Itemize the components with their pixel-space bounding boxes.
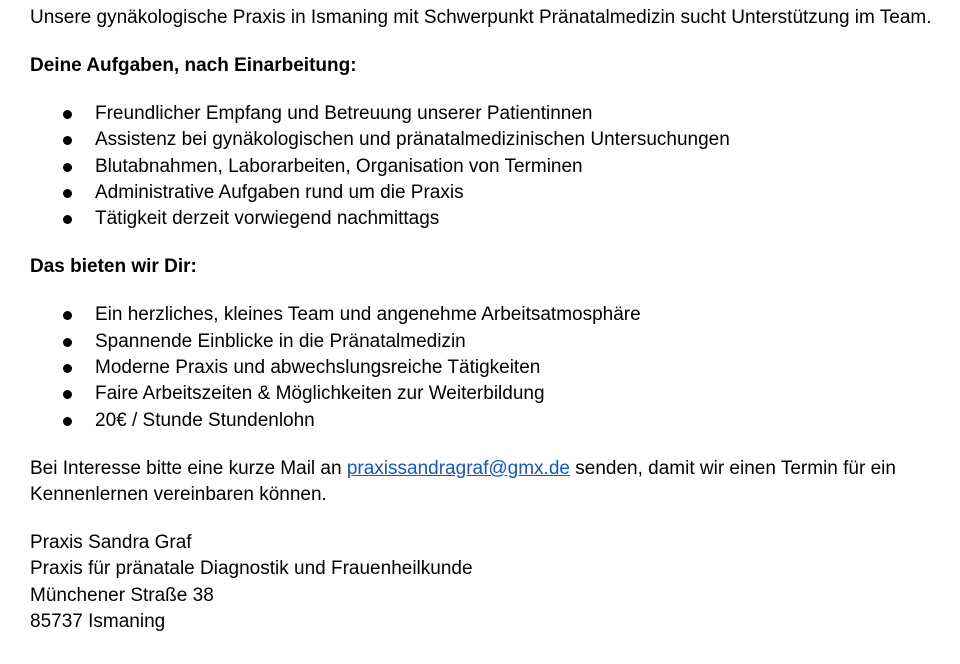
list-item: [30, 329, 945, 355]
bullet-icon: [63, 189, 72, 198]
list-item-text: Spannende Einblicke in die Pränatalmedizin: [95, 330, 466, 352]
offer-list: [30, 302, 945, 433]
list-item-text: Faire Arbeitszeiten & Möglichkeiten zur Weiterbildung: [95, 383, 545, 405]
job-posting-document: [30, 5, 945, 635]
tasks-list: [30, 101, 945, 232]
practice-description: Praxis für pränatale Diagnostik und Frauenheilkunde: [30, 558, 473, 580]
intro-paragraph: Unsere gynäkologische Praxis in Ismaning mit Schwerpunkt Pränatalmedizin sucht Unterstützung im Team.: [30, 7, 932, 28]
bullet-icon: [63, 136, 72, 145]
list-item-text: Moderne Praxis und abwechslungsreiche Tätigkeiten: [95, 357, 541, 379]
closing-text-after: senden, damit wir einen Termin für ein Kennenlernen vereinbaren können.: [30, 457, 896, 505]
bullet-icon: [63, 110, 72, 119]
list-item: [30, 101, 945, 127]
bullet-icon: [63, 364, 72, 373]
signature-block: [30, 530, 945, 635]
bullet-icon: [63, 311, 72, 320]
practice-name: Praxis Sandra Graf: [30, 531, 192, 553]
list-item-text: Freundlicher Empfang und Betreuung unserer Patientinnen: [95, 103, 593, 124]
email-link[interactable]: praxissandragraf@gmx.de: [346, 457, 570, 479]
list-item: [30, 408, 945, 434]
list-item: [30, 154, 945, 180]
bullet-icon: [63, 215, 72, 224]
postal-city: 85737 Ismaning: [30, 610, 166, 632]
list-item-text: Blutabnahmen, Laborarbeiten, Organisation von Terminen: [95, 155, 583, 177]
offer-heading: Das bieten wir Dir:: [30, 256, 197, 278]
list-item: [30, 381, 945, 407]
list-item-text: 20€ / Stunde Stundenlohn: [95, 409, 315, 431]
bullet-icon: [63, 163, 72, 172]
bullet-icon: [63, 390, 72, 399]
list-item-text: Ein herzliches, kleines Team und angenehme Arbeitsatmosphäre: [95, 304, 641, 326]
tasks-heading: Deine Aufgaben, nach Einarbeitung:: [30, 55, 357, 76]
bullet-icon: [63, 338, 72, 347]
list-item: [30, 127, 945, 153]
list-item-text: Assistenz bei gynäkologischen und pränatalmedizinischen Untersuchungen: [95, 129, 730, 151]
list-item-text: Administrative Aufgaben rund um die Praxis: [95, 181, 464, 203]
street-address: Münchener Straße 38: [30, 584, 214, 606]
closing-paragraph: [30, 456, 945, 508]
list-item-text: Tätigkeit derzeit vorwiegend nachmittags: [95, 208, 440, 230]
list-item: [30, 180, 945, 206]
list-item: [30, 355, 945, 381]
list-item: [30, 206, 945, 232]
closing-text-before: Bei Interesse bitte eine kurze Mail an: [30, 457, 347, 479]
list-item: [30, 302, 945, 328]
bullet-icon: [63, 417, 72, 426]
